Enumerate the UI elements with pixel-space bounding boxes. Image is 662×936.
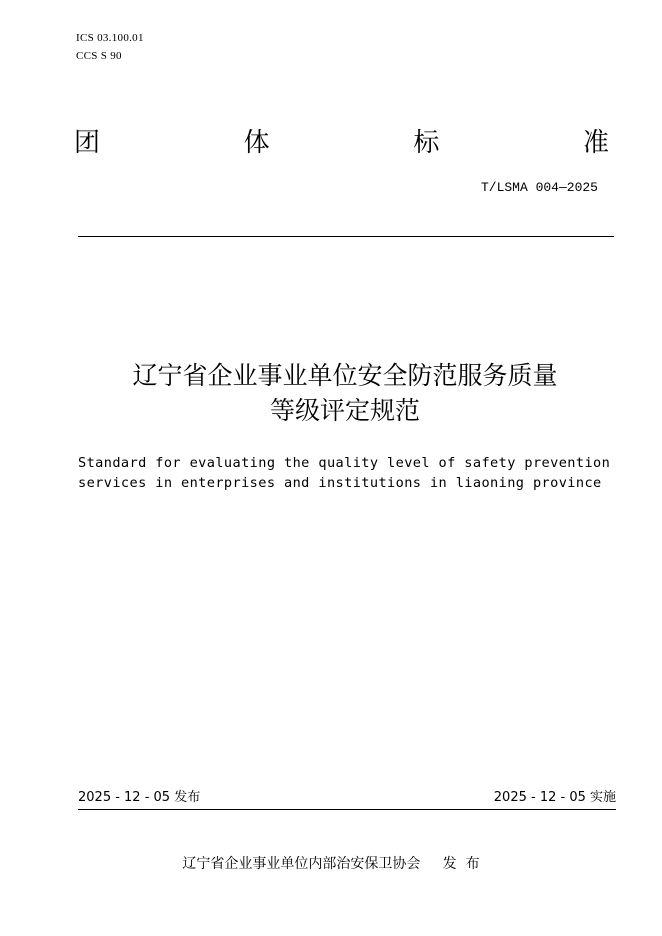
standard-type-char: 体	[243, 128, 270, 158]
issue-date: 2025 - 12 - 05 发布	[78, 790, 201, 805]
chinese-title-line-1: 辽宁省企业事业单位安全防范服务质量	[132, 361, 558, 390]
standard-type-char: 标	[413, 128, 440, 158]
standard-type-heading	[74, 127, 609, 159]
english-title-line-2: services in enterprises and institutions in liaoning province	[78, 475, 602, 491]
implementation-date: 2025 - 12 - 05 实施	[493, 790, 616, 805]
publisher-line: 辽宁省企业事业单位内部治安保卫协会 发 布	[182, 856, 480, 872]
ccs-code: CCS S 90	[76, 50, 122, 62]
ics-code: ICS 03.100.01	[76, 32, 144, 44]
standard-type-char: 准	[582, 128, 609, 158]
bottom-divider	[78, 809, 616, 810]
english-title-line-1: Standard for evaluating the quality level of safety prevention	[78, 455, 611, 471]
chinese-title-line-2: 等级评定规范	[269, 396, 420, 425]
standard-number: T/LSMA 004—2025	[480, 180, 598, 195]
standard-type-char: 团	[74, 128, 101, 158]
top-divider	[78, 236, 614, 237]
